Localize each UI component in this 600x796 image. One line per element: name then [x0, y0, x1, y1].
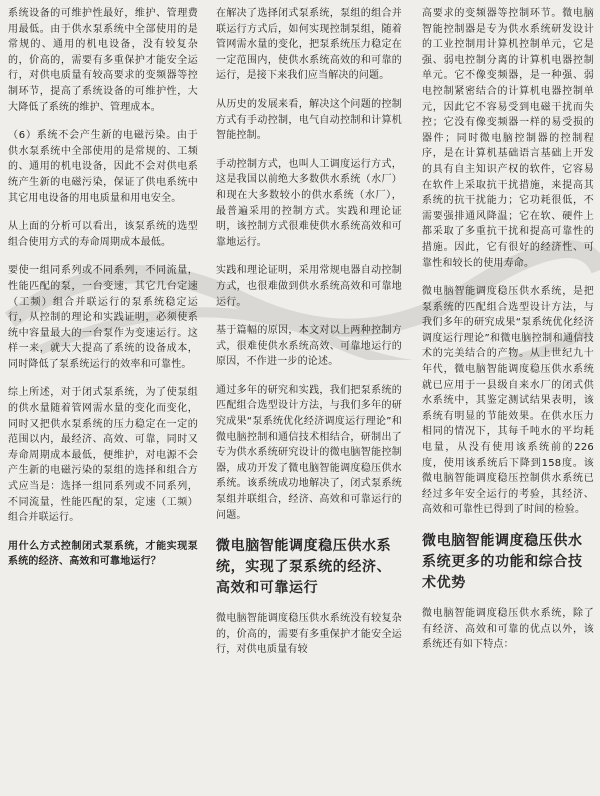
- paragraph: 微电脑智能调度稳压供水系统没有较复杂的，价高的，需要有多重保护才能安全运行，对供电质量有较: [216, 613, 402, 656]
- section-heading: 微电脑智能调度稳压供水系统更多的功能和综合技术优势: [422, 533, 583, 591]
- column-1: [8, 6, 198, 583]
- column-3: [422, 6, 594, 666]
- paragraph: 从上面的分析可以看出，该泵系统的选型组合使用方式的寿命周期成本最低。: [8, 221, 198, 248]
- paragraph: 实践和理论证明，采用常规电器自动控制方式，也很难做到供水系统高效和可靠地运行。: [216, 265, 402, 308]
- paragraph: 在解决了选择闭式泵系统，泵组的组合并联运行方式后，如何实现控制泵组，随着管网需水量的变化，把泵系统压力稳定在一定范围内，使供水系统高效的和可靠的运行，是接下来我们应当解决的问题。: [216, 8, 402, 82]
- paragraph: 手动控制方式，也叫人工调度运行方式，这是我国以前绝大多数供水系统（水厂）和现在大多数较小的供水系统（水厂），最普遍采用的控制方式。实践和理论证明，该控制方式很难使供水系统高效和可靠地运行。: [216, 158, 402, 248]
- paragraph: （6）系统不会产生新的电磁污染。由于供水泵系统中全部使用的是常规的、工频的、通用的机电设备，因此不会对供电系统产生新的电磁污染，保证了供电系统中其它用电设备的用电质量和用电安全。: [8, 130, 198, 204]
- paragraph: 综上所述，对于闭式泵系统，为了使泵组的供水量随着管网需水量的变化而变化，同时又把供水泵系统的压力稳定在一定的范围以内，最经济、高效、可靠，同时又寿命周期成本最低，便维护，对电源不会产生新的电磁污染的泵组的选择和组合方式应当是：选择一组同系列或不同系列，不同流量，性能匹配的泵，定速（工频）组合并联运行。: [8, 387, 198, 524]
- column-2: [216, 6, 402, 671]
- paragraph: 高要求的变频器等控制环节。微电脑智能控制器是专为供水系统研发设计的工业控制用计算机控制单元，它是强、弱电控制分离的计算机电器控制单元。它不像变频器，是一种强、弱电控制紧密结合的计算机电器控制单元，因此它不容易受到电磁干扰而失控；它没有像变频器一样的易受损的器件；同时微电脑控制器的控制程序，是在计算机基础语言基础上开发的具有自主知识产权的软件，它容易在软件上采取抗干扰措施，来提高其系统的抗干扰能力；它功耗很低，不需要强排通风降温；它在软、硬件上都采取了多重抗干扰和提高可靠性的措施。因此，它有很好的经济性、可靠性和较长的使用寿命。: [422, 8, 594, 269]
- paragraph: 微电脑智能调度稳压供水系统，是把泵系统的匹配组合选型设计方法，与我们多年的研究成果“泵系统优化经济调度运行理论”和微电脑控制和通信技术的完美结合的产物。从上世纪九十年代，微电脑智能调度稳压供水系统就已应用于一县级自来水厂的闭式供水系统中，其鉴定测试结果表明，该系统有明显的节能效果。在供水压力相同的情况下，其每千吨水的平均耗电量，从没有使用该系统前的226度，使用该系统后下降到158度。该微电脑智能调度稳压控制供水系统已经过多年安全运行的考验，其经济、高效和可靠性已得到了时间的检验。: [422, 286, 594, 516]
- paragraph: 要使一组同系列或不同系列，不同流量，性能匹配的泵，一台变速，其它几台定速（工频）组合并联运行的泵系统稳定运行，从控制的理论和实践证明，必须使系统中容量最大的一台泵作为变速运行。这样一来，就大大提高了系统的设备成本，同时降低了泵系统运行的效率和可靠性。: [8, 265, 198, 370]
- section-heading: 微电脑智能调度稳压供水系统，实现了泵系统的经济、高效和可靠运行: [216, 538, 392, 597]
- paragraph: 系统设备的可维护性最好，维护、管理费用最低。由于供水泵系统中全部使用的是常规的、通用的机电设备，没有较复杂的，价高的，需要有多重保护才能安全运行，对供电质量有较高要求的变频器等控制环节，提高了系统设备的可维护性，大大降低了系统的维护、管理成本。: [8, 8, 198, 113]
- bold-question: 用什么方式控制闭式泵系统，才能实现泵系统的经济、高效和可靠地运行？: [8, 540, 198, 568]
- paragraph: 通过多年的研究和实践，我们把泵系统的匹配组合选型设计方法，与我们多年的研究成果“泵系统优化经济调度运行理论”和微电脑控制和通信技术相结合，研制出了专为供水系统研究设计的微电脑智能控制器，成功开发了微电脑智能调度稳压供水系统。该系统成功地解决了，闭式泵系统泵组并联组合，经济、高效和可靠运行的问题。: [216, 384, 402, 521]
- paragraph: 从历史的发展来看，解决这个问题的控制方式有手动控制，电气自动控制和计算机智能控制。: [216, 98, 402, 142]
- paragraph: 微电脑智能调度稳压供水系统，除了有经济、高效和可靠的优点以外，该系统还有如下特点：: [422, 608, 594, 651]
- paragraph: 基于篇幅的原因，本文对以上两种控制方式，很难使供水系统高效、可靠地运行的原因，不作进一步的论述。: [216, 325, 402, 368]
